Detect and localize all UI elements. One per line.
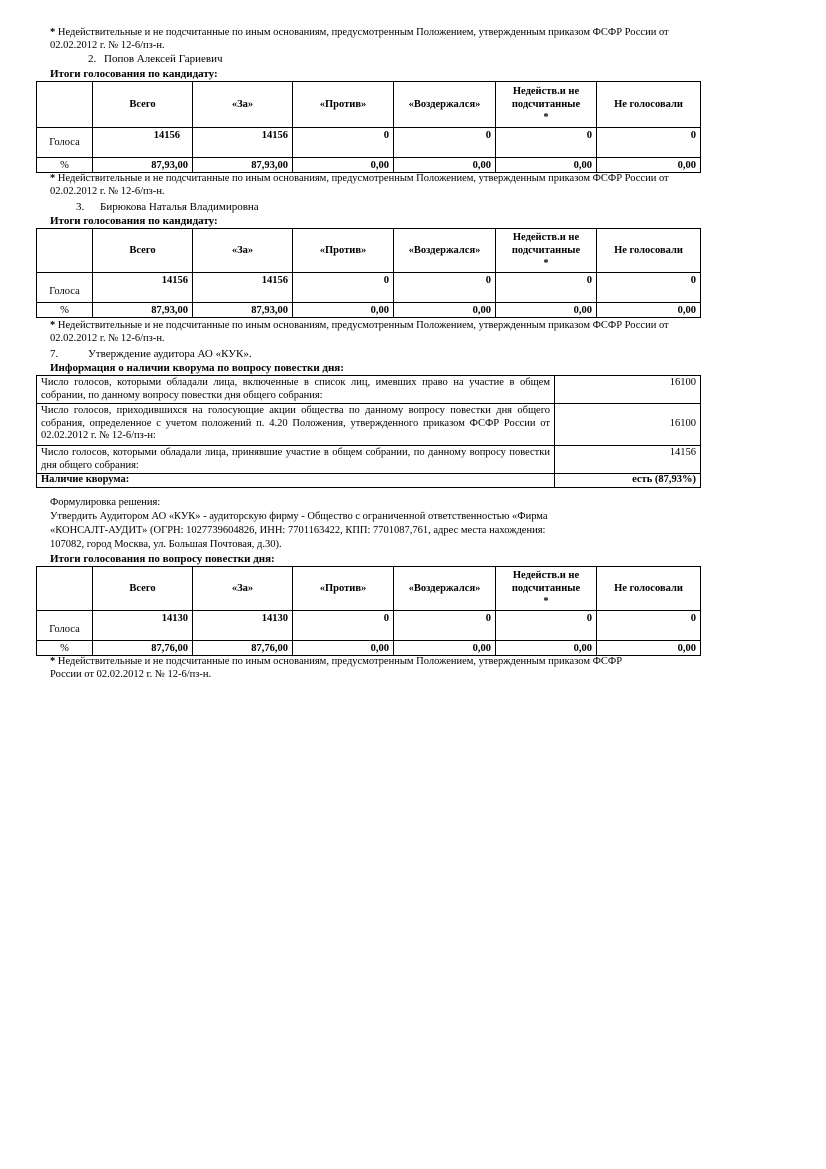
footnote: * Недействительные и не подсчитанные по иным основаниям, предусмотренным Положением, утвержденным приказом ФСФР России от 02.02.2012 г. № 12-6/пз-н. xyxy=(50,173,669,197)
item-title: Утверждение аудитора АО «КУК». xyxy=(88,348,252,360)
footnote-text-2: 02.02.2012 г. № 12-6/пз-н. xyxy=(50,39,165,51)
candidate-number: 2. xyxy=(88,53,97,65)
results-title: Итоги голосования по кандидату: xyxy=(50,215,218,227)
cell-abstained: 0 xyxy=(394,273,496,303)
header-total: Всего xyxy=(93,229,193,273)
cell-total-pct: 87,76,00 xyxy=(93,641,193,656)
header-not-voted: Не голосовали xyxy=(597,229,701,273)
header-invalid: Недейств.и не подсчитанные * xyxy=(496,82,597,128)
cell-abstained-pct: 0,00 xyxy=(394,641,496,656)
cell-total: 14156 xyxy=(93,273,193,303)
header-empty xyxy=(37,82,93,128)
header-empty xyxy=(37,567,93,611)
header-against: «Против» xyxy=(293,82,394,128)
header-abstained: «Воздержался» xyxy=(394,82,496,128)
results-title: Итоги голосования по кандидату: xyxy=(50,68,218,80)
cell-for-pct: 87,93,00 xyxy=(193,303,293,318)
cell-against-pct: 0,00 xyxy=(293,641,394,656)
cell-not-voted-pct: 0,00 xyxy=(597,641,701,656)
cell-against: 0 xyxy=(293,128,394,158)
header-not-voted: Не голосовали xyxy=(597,567,701,611)
header-total: Всего xyxy=(93,567,193,611)
cell-invalid: 0 xyxy=(496,273,597,303)
cell-abstained: 0 xyxy=(394,128,496,158)
quorum-desc: Число голосов, приходившихся на голосующие акции общества по данному вопросу повестки дня общего собрания, определенное с учетом положений п. 4.20 Положения, утвержденного приказом ФСФР России от 02.02.2012 г. № 12-6/пз-н: xyxy=(37,404,555,446)
cell-invalid: 0 xyxy=(496,128,597,158)
header-invalid: Недейств.и не подсчитанные * xyxy=(496,567,597,611)
quorum-desc: Число голосов, которыми обладали лица, включенные в список лиц, имевших право на участие в общем собрании, по данному вопросу повестки дня общего собрания: xyxy=(37,376,555,404)
quorum-value: 16100 xyxy=(555,376,701,404)
row-label-percent: % xyxy=(37,641,93,656)
cell-total-pct: 87,93,00 xyxy=(93,158,193,173)
header-for: «За» xyxy=(193,567,293,611)
header-for: «За» xyxy=(193,82,293,128)
cell-against-pct: 0,00 xyxy=(293,158,394,173)
cell-invalid-pct: 0,00 xyxy=(496,158,597,173)
cell-invalid-pct: 0,00 xyxy=(496,641,597,656)
footnote-star: * xyxy=(50,27,56,38)
footnote-text: Недействительные и не подсчитанные по иным основаниям, предусмотренным Положением, утвержденным приказом ФСФР России от xyxy=(55,27,669,38)
header-total: Всего xyxy=(93,82,193,128)
header-against: «Против» xyxy=(293,229,394,273)
quorum-title: Информация о наличии кворума по вопросу повестки дня: xyxy=(50,362,344,374)
cell-against: 0 xyxy=(293,273,394,303)
cell-against: 0 xyxy=(293,611,394,641)
vote-table-candidate3 xyxy=(36,228,701,318)
cell-for: 14156 xyxy=(193,273,293,303)
header-abstained: «Воздержался» xyxy=(394,229,496,273)
vote-table-item7 xyxy=(36,566,701,656)
row-label-votes: Голоса xyxy=(37,128,93,158)
footnote: * Недействительные и не подсчитанные по иным основаниям, предусмотренным Положением, утвержденным приказом ФСФР России от 02.02.2012 г. № 12-6/пз-н. xyxy=(50,656,623,680)
footnote xyxy=(50,27,762,52)
quorum-value: 14156 xyxy=(555,446,701,474)
quorum-table xyxy=(36,375,701,488)
row-label-votes: Голоса xyxy=(37,273,93,303)
results-title: Итоги голосования по вопросу повестки дня: xyxy=(50,553,275,565)
cell-total: 14130 xyxy=(93,611,193,641)
row-label-percent: % xyxy=(37,303,93,318)
decision-text: Утвердить Аудитором АО «КУК» - аудиторскую фирму - Общество с ограниченной ответственностью «Фирма «КОНСАЛТ-АУДИТ» (ОГРН: 1027739604826, ИНН: 7701163422, КПП: 7701087,761, адрес места нахождения: 107082, город Москва, ул. Большая Почтовая, д.30). xyxy=(50,511,548,550)
cell-abstained-pct: 0,00 xyxy=(394,303,496,318)
quorum-value: 16100 xyxy=(555,404,701,446)
header-abstained: «Воздержался» xyxy=(394,567,496,611)
candidate-name: Попов Алексей Гариевич xyxy=(104,53,223,65)
cell-not-voted: 0 xyxy=(597,611,701,641)
decision-label: Формулировка решения: xyxy=(50,497,161,508)
cell-not-voted-pct: 0,00 xyxy=(597,303,701,318)
cell-abstained-pct: 0,00 xyxy=(394,158,496,173)
quorum-label: Наличие кворума: xyxy=(37,474,555,488)
header-against: «Против» xyxy=(293,567,394,611)
cell-abstained: 0 xyxy=(394,611,496,641)
vote-table-candidate2 xyxy=(36,81,701,173)
cell-total: 14156 xyxy=(93,128,193,158)
cell-for-pct: 87,76,00 xyxy=(193,641,293,656)
item-number: 7. xyxy=(50,348,59,360)
quorum-desc: Число голосов, которыми обладали лица, принявшие участие в общем собрании, по данному вопросу повестки дня общего собрания: xyxy=(37,446,555,474)
candidate-number: 3. xyxy=(76,201,85,213)
cell-invalid: 0 xyxy=(496,611,597,641)
candidate-name: Бирюкова Наталья Владимировна xyxy=(100,201,259,213)
row-label-percent: % xyxy=(37,158,93,173)
row-label-votes: Голоса xyxy=(37,611,93,641)
header-invalid: Недейств.и не подсчитанные * xyxy=(496,229,597,273)
cell-not-voted: 0 xyxy=(597,273,701,303)
cell-for: 14156 xyxy=(193,128,293,158)
header-empty xyxy=(37,229,93,273)
footnote: * Недействительные и не подсчитанные по иным основаниям, предусмотренным Положением, утвержденным приказом ФСФР России от 02.02.2012 г. № 12-6/пз-н. xyxy=(50,320,669,344)
cell-for: 14130 xyxy=(193,611,293,641)
quorum-result: есть (87,93%) xyxy=(555,474,701,488)
cell-invalid-pct: 0,00 xyxy=(496,303,597,318)
cell-total-pct: 87,93,00 xyxy=(93,303,193,318)
cell-not-voted: 0 xyxy=(597,128,701,158)
cell-against-pct: 0,00 xyxy=(293,303,394,318)
header-not-voted: Не голосовали xyxy=(597,82,701,128)
cell-not-voted-pct: 0,00 xyxy=(597,158,701,173)
cell-for-pct: 87,93,00 xyxy=(193,158,293,173)
header-for: «За» xyxy=(193,229,293,273)
